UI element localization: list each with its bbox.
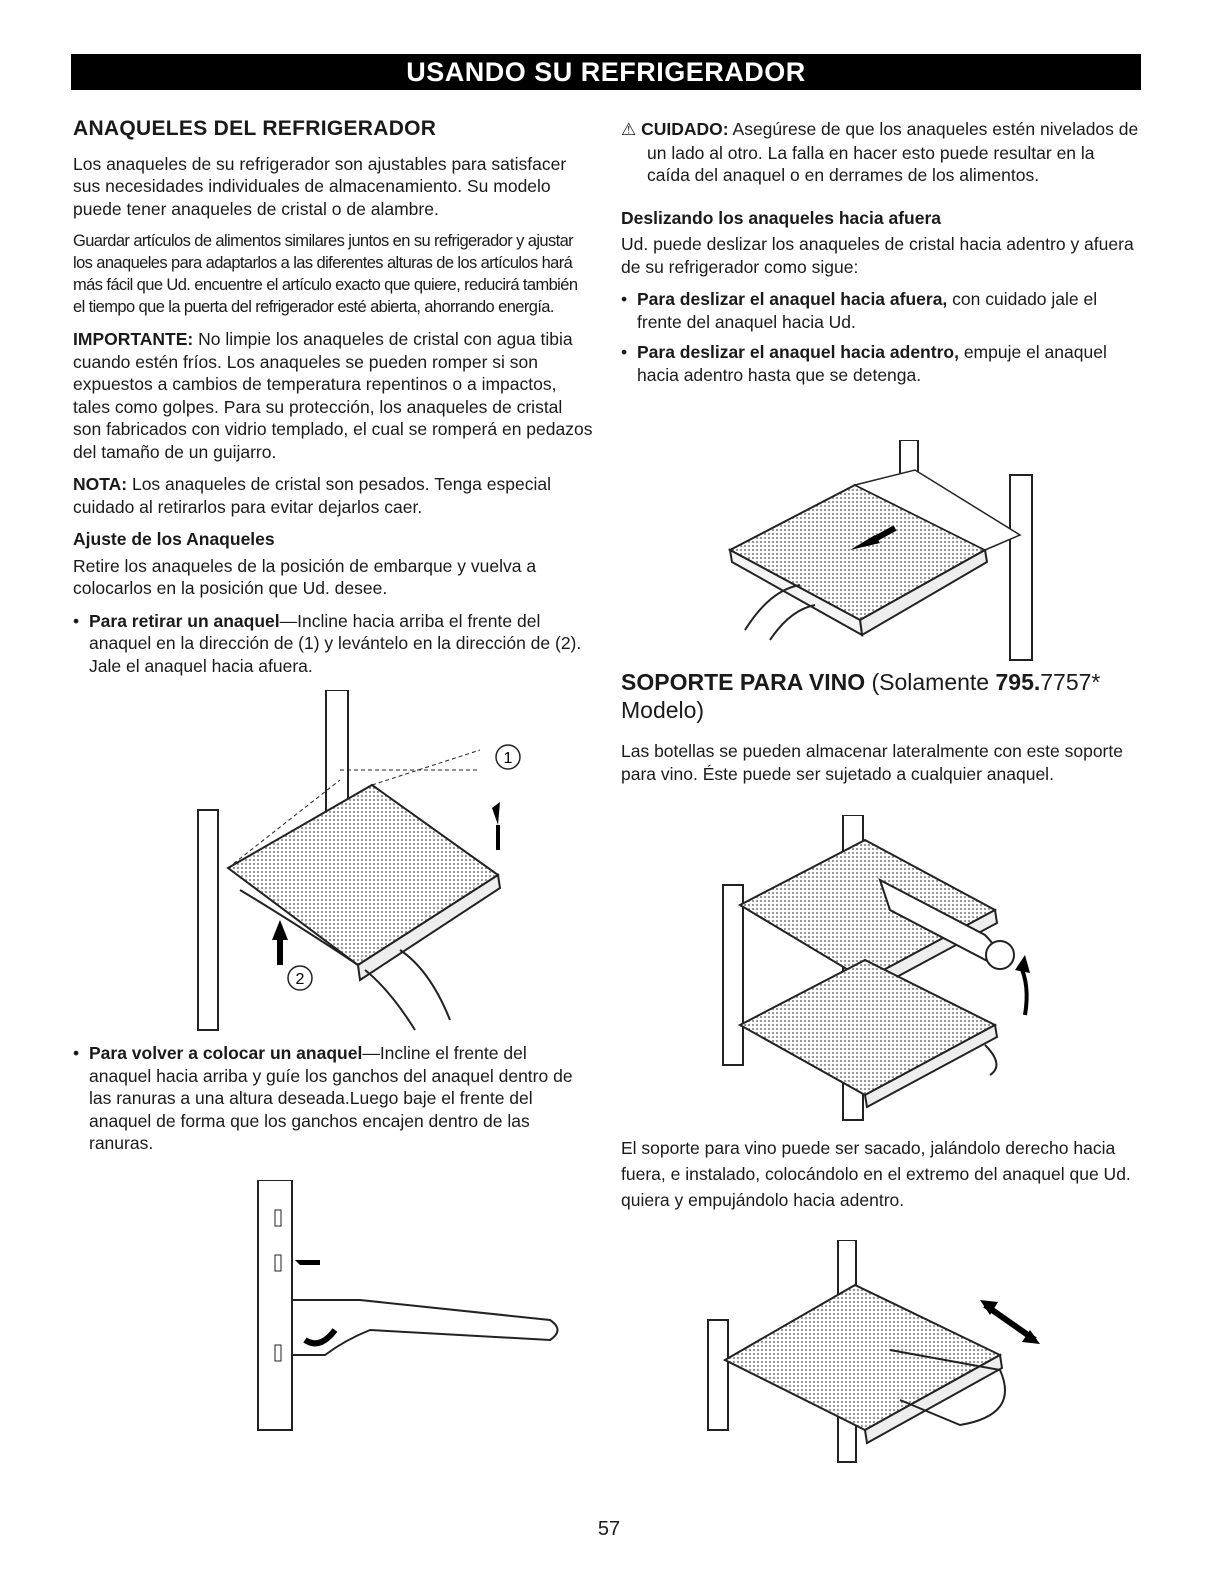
remove-label: Para retirar un anaquel — [89, 610, 280, 631]
slide-list — [621, 288, 1141, 386]
wine-model-bold: 795. — [995, 669, 1041, 695]
wine-paragraph: Las botellas se pueden almacenar lateralmente con este soporte para vino. Éste puede ser sujetado a cualquier anaquel. — [621, 741, 1123, 784]
adjust-heading: Ajuste de los Anaqueles — [73, 529, 275, 549]
storage-tip-paragraph: Guardar artículos de alimentos similares juntos en su refrigerador y ajustar los anaqueles para adaptarlos a las diferentes alturas de los artículos hará más fácil que Ud. encuentre el artículo exacto que quiere, reducirá también el tiempo que la puerta del refrigerador esté abierta, ahorrando energía. — [73, 232, 578, 316]
wine-block — [621, 668, 1141, 795]
replace-label: Para volver a colocar un anaquel — [89, 1043, 363, 1063]
slide-paragraph: Ud. puede deslizar los anaqueles de cristal hacia adentro y afuera de su refrigerador como sigue: — [621, 234, 1134, 277]
wine-model-rest: 7757* Modelo) — [621, 669, 1101, 723]
note-paragraph — [73, 473, 593, 518]
remove-text: —Incline hacia arriba el frente del anaquel en la dirección de (1) y levántelo en la dirección de (2). Jale el anaquel hacia afuera. — [89, 610, 582, 676]
page-number: 57 — [597, 1518, 621, 1540]
hook-insert-illustration — [250, 1180, 570, 1435]
important-text: No limpie los anaqueles de cristal con agua tibia cuando estén fríos. Los anaqueles se pueden romper si son expuestos a cambios de temperatura repentinos o a impactos, tales como golpes. Para su protección, los anaqueles de cristal son fabricados con vidrio templado, el cual se romperá en pedazos del tamaño de un guijarro. — [73, 329, 593, 462]
important-paragraph — [73, 328, 593, 463]
note-text: Los anaqueles de cristal son pesados. Tenga especial cuidado al retirarlos para evitar dejarlos caer. — [73, 474, 551, 517]
intro-paragraph: Los anaqueles de su refrigerador son ajustables para satisfacer sus necesidades individuales de almacenamiento. Su modelo puede tener anaqueles de cristal o de alambre. — [73, 153, 567, 219]
note-label: NOTA: — [73, 474, 128, 494]
wine-rack-illustration — [715, 815, 1055, 1125]
wine-heading — [621, 668, 1141, 724]
section-heading-shelves: ANAQUELES DEL REFRIGERADOR — [73, 117, 437, 140]
wine-heading-mid: (Solamente — [865, 669, 996, 695]
wine-rack-slide-illustration — [700, 1240, 1045, 1465]
caution-text: Asegúrese de que los anaqueles estén nivelados de un lado al otro. La falla en hacer esto puede resultar en la caída del anaquel o en derrames de los alimentos. — [647, 119, 1139, 185]
replace-item — [73, 1042, 593, 1155]
wine-remove-block — [621, 1135, 1141, 1223]
callout-1-label: 1 — [503, 750, 513, 767]
slide-shelf-illustration — [715, 440, 1055, 665]
wine-heading-bold: SOPORTE PARA VINO — [621, 669, 866, 695]
slide-out-label: Para deslizar el anaquel hacia afuera, — [637, 289, 948, 309]
slide-in-label: Para deslizar el anaquel hacia adentro, — [637, 342, 959, 362]
slide-out-text: con cuidado jale el frente del anaquel hacia Ud. — [637, 289, 1098, 332]
slide-out-item — [621, 288, 1141, 333]
callout-2-label: 2 — [295, 971, 305, 988]
slide-in-item — [621, 341, 1141, 386]
replace-block — [73, 1042, 593, 1163]
remove-list — [73, 610, 593, 678]
remove-item — [73, 610, 593, 678]
replace-text: —Incline el frente del anaquel hacia arriba y guíe los ganchos del anaquel dentro de las ranuras a una altura deseada.Luego baje el frente del anaquel de forma que los ganchos encajen dentro de las ranuras. — [89, 1043, 573, 1153]
page-banner: USANDO SU REFRIGERADOR — [71, 54, 1141, 90]
adjust-paragraph: Retire los anaqueles de la posición de embarque y vuelva a colocarlos en la posición que Ud. desee. — [73, 555, 537, 598]
caution-label: CUIDADO: — [641, 119, 729, 139]
wine-remove-paragraph: El soporte para vino puede ser sacado, jalándolo derecho hacia fuera, e instalado, colocándolo en el extremo del anaquel que Ud. quiera y empujándolo hacia adentro. — [621, 1138, 1131, 1210]
warning-icon: ⚠ — [621, 120, 637, 139]
slide-in-text: empuje el anaquel hacia adentro hasta que se detenga. — [637, 342, 1107, 385]
left-column — [73, 118, 593, 685]
slide-heading: Deslizando los anaqueles hacia afuera — [621, 207, 941, 228]
important-label: IMPORTANTE: — [73, 329, 194, 349]
right-column — [621, 118, 1141, 394]
remove-shelf-illustration — [180, 690, 540, 1035]
replace-list — [73, 1042, 593, 1155]
caution-paragraph — [621, 118, 1141, 187]
